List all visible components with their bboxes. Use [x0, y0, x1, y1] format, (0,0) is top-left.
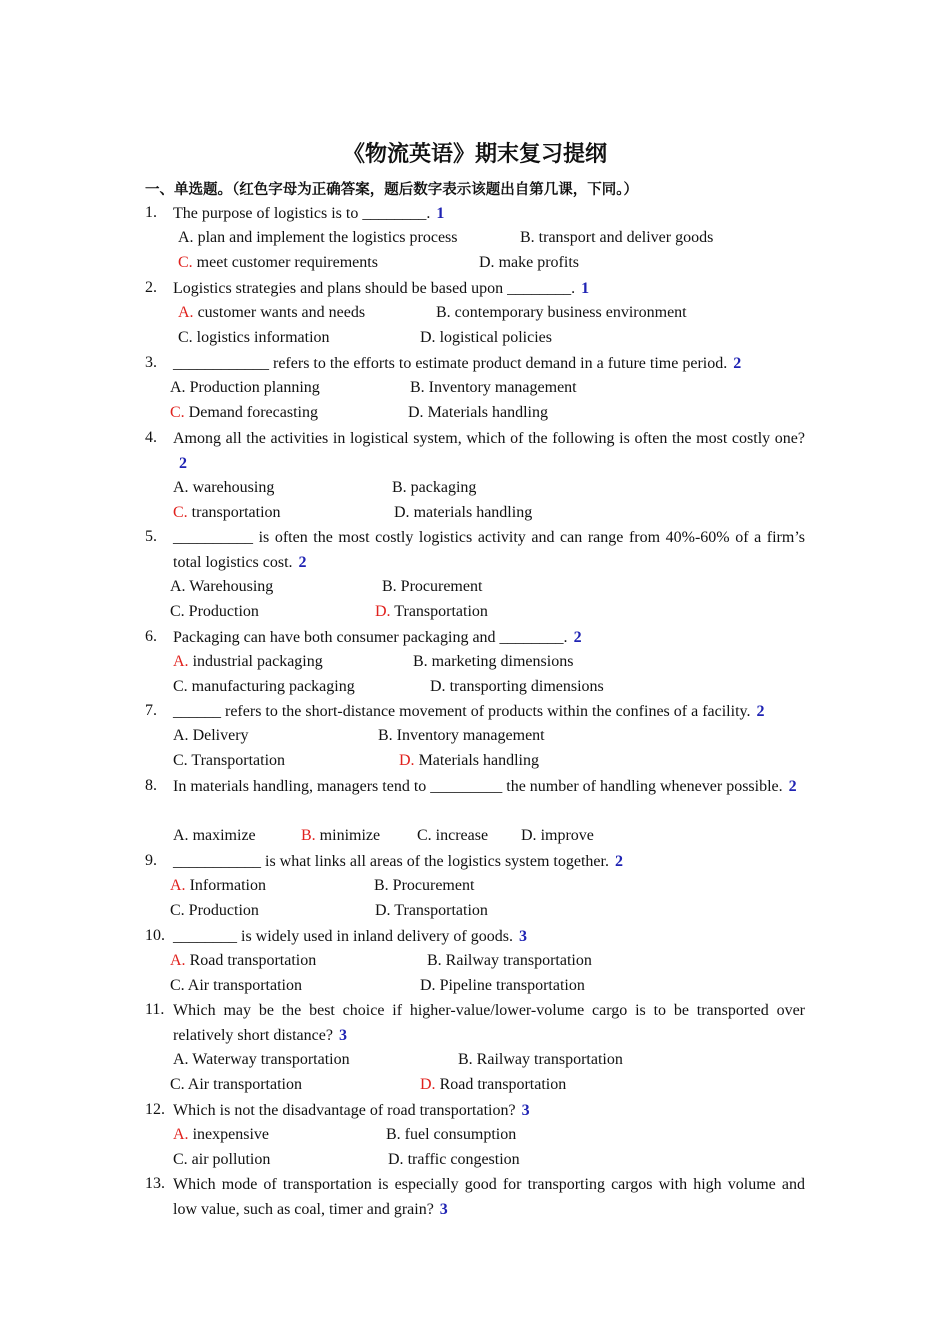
option-letter: D. — [394, 504, 410, 521]
answer-option — [436, 303, 687, 323]
answer-option — [170, 901, 259, 921]
option-letter: A. — [173, 727, 189, 744]
option-letter: C. — [170, 1076, 185, 1093]
option-letter: C. — [173, 752, 188, 769]
answer-option — [427, 951, 592, 971]
option-text: industrial packaging — [188, 653, 323, 670]
option-letter: B. — [386, 1126, 401, 1143]
correct-answer-letter: D. — [399, 752, 415, 769]
option-letter: D. — [388, 1151, 404, 1168]
answer-option — [392, 478, 476, 498]
answer-option — [173, 1125, 269, 1145]
option-text: manufacturing packaging — [187, 678, 355, 695]
lesson-number: 1 — [581, 280, 590, 297]
lesson-number: 3 — [518, 928, 527, 945]
option-text: Railway transportation — [441, 952, 592, 969]
option-text: Transportation — [390, 603, 488, 620]
option-letter: A. — [173, 479, 189, 496]
answer-option — [420, 328, 552, 348]
answer-option — [170, 976, 302, 996]
option-text: fuel consumption — [400, 1126, 517, 1143]
question-stem — [173, 525, 805, 575]
answer-option — [399, 751, 539, 771]
option-text: Air transportation — [184, 977, 302, 994]
option-text: marketing dimensions — [427, 653, 574, 670]
option-text: Pipeline transportation — [435, 977, 585, 994]
option-text: Inventory management — [392, 727, 545, 744]
option-letter: A. — [173, 827, 189, 844]
answer-option — [173, 1050, 350, 1070]
correct-answer-letter: A. — [170, 877, 186, 894]
answer-option — [170, 951, 316, 971]
question-text: Which may be the best choice if higher-value/lower-volume cargo is to be transported over relatively short distance? — [173, 1002, 805, 1044]
question-stem — [173, 351, 805, 376]
option-letter: D. — [408, 404, 424, 421]
question-number: 12. — [145, 1101, 165, 1118]
answer-option — [173, 478, 274, 498]
lesson-number: 3 — [338, 1027, 347, 1044]
option-letter: C. — [170, 977, 185, 994]
option-text: plan and implement the logistics process — [193, 229, 458, 246]
option-letter: B. — [382, 578, 397, 595]
answer-option — [170, 1075, 302, 1095]
question-stem — [173, 426, 805, 476]
option-letter: A. — [170, 578, 186, 595]
option-letter: B. — [410, 379, 425, 396]
option-text: Demand forecasting — [184, 404, 318, 421]
option-text: Road transportation — [435, 1076, 567, 1093]
question-stem — [173, 201, 805, 226]
lesson-number: 2 — [573, 629, 582, 646]
lesson-number: 2 — [788, 778, 797, 795]
option-text: Production planning — [185, 379, 320, 396]
answer-option — [301, 826, 380, 846]
option-letter: A. — [170, 379, 186, 396]
question-number: 6. — [145, 628, 157, 645]
option-text: inexpensive — [188, 1126, 269, 1143]
option-text: transport and deliver goods — [534, 229, 714, 246]
option-letter: D. — [430, 678, 446, 695]
answer-option — [173, 751, 285, 771]
option-text: transportation — [187, 504, 281, 521]
answer-option — [173, 677, 355, 697]
lesson-number: 3 — [521, 1102, 530, 1119]
question-text: Which mode of transportation is especially good for transporting cargos with high volume and low value, such as coal, timer and grain? — [173, 1176, 805, 1218]
option-text: Air transportation — [184, 1076, 302, 1093]
option-letter: B. — [378, 727, 393, 744]
option-text: increase — [431, 827, 489, 844]
answer-option — [178, 253, 378, 273]
correct-answer-letter: C. — [170, 404, 185, 421]
answer-option — [408, 403, 548, 423]
question-number: 1. — [145, 204, 157, 221]
option-text: Warehousing — [185, 578, 274, 595]
option-letter: C. — [417, 827, 432, 844]
answer-option — [521, 826, 594, 846]
option-letter: A. — [173, 1051, 189, 1068]
answer-option — [386, 1125, 516, 1145]
option-letter: B. — [436, 304, 451, 321]
question-number: 2. — [145, 279, 157, 296]
answer-option — [374, 876, 474, 896]
answer-option — [173, 726, 249, 746]
option-text: contemporary business environment — [450, 304, 687, 321]
option-letter: B. — [427, 952, 442, 969]
answer-option — [170, 403, 318, 423]
answer-option — [178, 228, 458, 248]
question-text: Among all the activities in logistical system, which of the following is often the most costly one? — [173, 430, 805, 447]
option-text: Road transportation — [185, 952, 317, 969]
option-text: Inventory management — [424, 379, 577, 396]
answer-option — [170, 577, 273, 597]
option-text: Information — [185, 877, 266, 894]
option-text: improve — [536, 827, 594, 844]
option-text: Delivery — [188, 727, 249, 744]
option-text: Production — [184, 603, 259, 620]
option-letter: C. — [178, 329, 193, 346]
option-text: Production — [184, 902, 259, 919]
option-letter: B. — [413, 653, 428, 670]
option-text: logistics information — [192, 329, 330, 346]
option-letter: D. — [375, 902, 391, 919]
option-letter: B. — [392, 479, 407, 496]
option-text: maximize — [188, 827, 256, 844]
lesson-number: 1 — [436, 205, 445, 222]
answer-option — [173, 652, 323, 672]
question-text: ______ refers to the short-distance movement of products within the confines of a facility. — [173, 703, 751, 720]
correct-answer-letter: B. — [301, 827, 316, 844]
option-letter: D. — [420, 977, 436, 994]
option-text: Procurement — [388, 877, 475, 894]
answer-option — [178, 303, 365, 323]
lesson-number: 2 — [733, 355, 742, 372]
option-text: materials handling — [409, 504, 533, 521]
answer-option — [170, 602, 259, 622]
option-text: Transportation — [187, 752, 286, 769]
question-stem — [173, 924, 805, 949]
answer-option — [382, 577, 482, 597]
option-letter: A. — [178, 229, 194, 246]
correct-answer-letter: A. — [178, 304, 194, 321]
question-text: In materials handling, managers tend to _________ the number of handling whenever possible. — [173, 778, 783, 795]
option-text: air pollution — [187, 1151, 271, 1168]
option-letter: B. — [520, 229, 535, 246]
question-text: ___________ is what links all areas of the logistics system together. — [173, 853, 609, 870]
question-text: The purpose of logistics is to ________. — [173, 205, 431, 222]
option-text: customer wants and needs — [193, 304, 366, 321]
option-text: meet customer requirements — [192, 254, 378, 271]
question-number: 8. — [145, 777, 157, 794]
option-text: packaging — [406, 479, 477, 496]
option-text: make profits — [494, 254, 579, 271]
question-text: Which is not the disadvantage of road transportation? — [173, 1102, 516, 1119]
answer-option — [170, 378, 320, 398]
option-text: Procurement — [396, 578, 483, 595]
question-stem — [173, 276, 805, 301]
option-letter: C. — [173, 1151, 188, 1168]
answer-option — [173, 1150, 270, 1170]
option-text: traffic congestion — [403, 1151, 520, 1168]
answer-option — [173, 826, 256, 846]
answer-option — [375, 602, 488, 622]
option-text: Materials handling — [423, 404, 548, 421]
section-heading: 一、单选题。（红色字母为正确答案，题后数字表示该题出自第几课，下同。） — [145, 182, 638, 198]
answer-option — [520, 228, 713, 248]
answer-option — [413, 652, 573, 672]
answer-option — [388, 1150, 520, 1170]
question-stem — [173, 1172, 805, 1222]
correct-answer-letter: A. — [173, 1126, 189, 1143]
question-number: 10. — [145, 927, 165, 944]
option-text: Transportation — [390, 902, 488, 919]
option-text: Materials handling — [414, 752, 539, 769]
answer-option — [410, 378, 577, 398]
option-letter: D. — [479, 254, 495, 271]
question-stem — [173, 998, 805, 1048]
option-letter: C. — [173, 678, 188, 695]
answer-option — [394, 503, 532, 523]
question-stem — [173, 774, 805, 799]
correct-answer-letter: A. — [173, 653, 189, 670]
answer-option — [458, 1050, 623, 1070]
lesson-number: 2 — [298, 554, 307, 571]
lesson-number: 2 — [614, 853, 623, 870]
question-text: ____________ refers to the efforts to estimate product demand in a future time period. — [173, 355, 728, 372]
answer-option — [430, 677, 604, 697]
option-letter: B. — [374, 877, 389, 894]
correct-answer-letter: C. — [173, 504, 188, 521]
question-stem — [173, 699, 805, 724]
answer-option — [479, 253, 579, 273]
correct-answer-letter: D. — [420, 1076, 436, 1093]
lesson-number: 3 — [439, 1201, 448, 1218]
question-number: 5. — [145, 528, 157, 545]
question-text: ________ is widely used in inland delivery of goods. — [173, 928, 513, 945]
question-number: 11. — [145, 1001, 165, 1018]
question-number: 13. — [145, 1175, 165, 1192]
option-text: logistical policies — [435, 329, 552, 346]
option-letter: C. — [170, 603, 185, 620]
answer-option — [420, 1075, 566, 1095]
option-letter: D. — [420, 329, 436, 346]
page-title: 《物流英语》期末复习提纲 — [342, 142, 607, 167]
answer-option — [375, 901, 488, 921]
question-stem — [173, 849, 805, 874]
option-text: Railway transportation — [472, 1051, 623, 1068]
option-text: transporting dimensions — [445, 678, 604, 695]
correct-answer-letter: A. — [170, 952, 186, 969]
question-text: Logistics strategies and plans should be based upon ________. — [173, 280, 576, 297]
answer-option — [170, 876, 266, 896]
option-letter: D. — [521, 827, 537, 844]
correct-answer-letter: D. — [375, 603, 391, 620]
correct-answer-letter: C. — [178, 254, 193, 271]
option-letter: B. — [458, 1051, 473, 1068]
answer-option — [420, 976, 585, 996]
question-text: __________ is often the most costly logistics activity and can range from 40%-60% of a firm’s total logistics cost. — [173, 529, 805, 571]
option-text: warehousing — [188, 479, 275, 496]
option-text: minimize — [315, 827, 381, 844]
lesson-number: 2 — [756, 703, 765, 720]
question-stem — [173, 625, 805, 650]
question-number: 7. — [145, 702, 157, 719]
question-number: 4. — [145, 429, 157, 446]
question-stem — [173, 1098, 805, 1123]
option-letter: C. — [170, 902, 185, 919]
lesson-number: 2 — [179, 455, 187, 472]
question-number: 9. — [145, 852, 157, 869]
option-text: Waterway transportation — [188, 1051, 350, 1068]
question-text: Packaging can have both consumer packaging and ________. — [173, 629, 568, 646]
question-number: 3. — [145, 354, 157, 371]
answer-option — [178, 328, 330, 348]
answer-option — [378, 726, 545, 746]
answer-option — [173, 503, 281, 523]
answer-option — [417, 826, 488, 846]
